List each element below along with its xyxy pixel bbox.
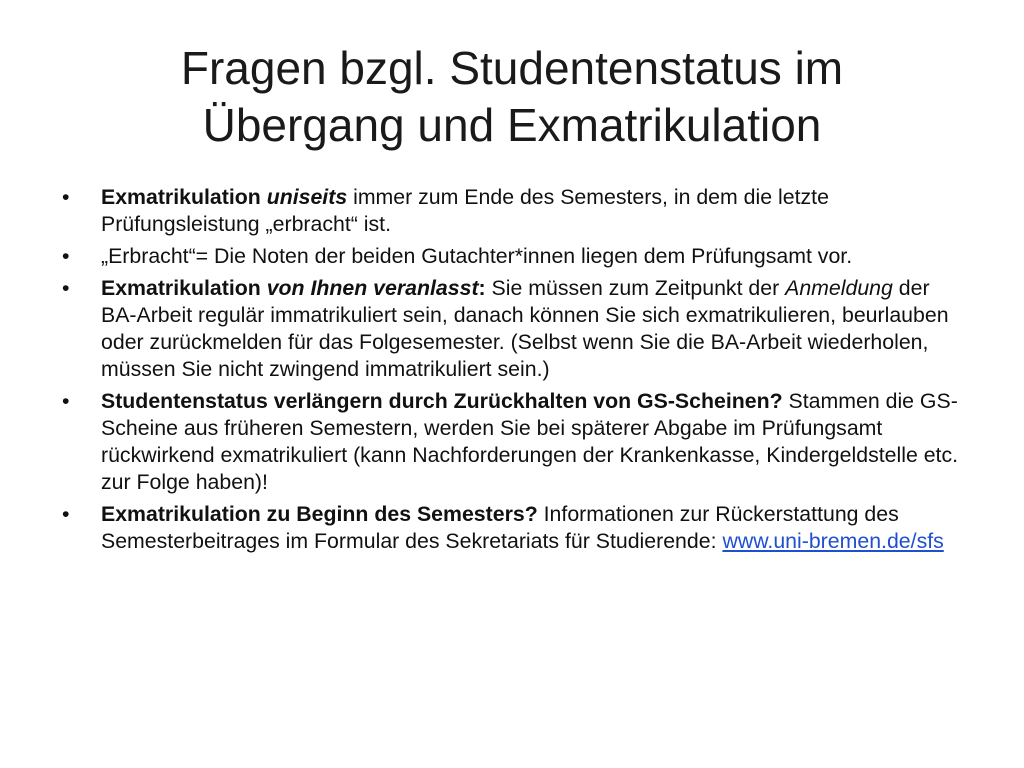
bullet-text: immer zum Ende des Semesters, in dem die letzte Prüfungsleistung „erbracht“ ist.	[101, 185, 829, 236]
bullet-item-exmatrikulation-uniseits	[62, 184, 962, 238]
bullet-marker: •	[62, 244, 70, 268]
bullet-text-a: Sie müssen zum Zeitpunkt der	[485, 276, 786, 300]
bullet-item-exmatrikulation-veranlasst	[62, 275, 962, 383]
bullet-lead-bold: Studentenstatus verlängern durch Zurückhalten von GS-Scheinen?	[101, 389, 783, 413]
bullet-lead-bold: Exmatrikulation	[101, 276, 267, 300]
bullet-lead-bold-end: :	[478, 276, 486, 300]
bullet-text: Informationen zur Rückerstattung des Semesterbeitrages im Formular des Sekretariats für Studierende:	[101, 502, 899, 553]
slide-title-line-2: Übergang und Exmatrikulation	[202, 99, 822, 151]
bullet-lead-bold-italic: von Ihnen veranlasst	[266, 276, 479, 300]
bullet-list	[62, 184, 962, 560]
bullet-text: „Erbracht“= Die Noten der beiden Gutachter*innen liegen dem Prüfungsamt vor.	[101, 244, 853, 268]
bullet-text-b: der BA-Arbeit regulär immatrikuliert sein, danach können Sie sich exmatrikulieren, beurlauben oder zurückmelden für das Folgesemester. (Selbst wenn Sie die BA-Arbeit wiederholen, müssen Sie nicht zwingend immatrikuliert sein.)	[101, 276, 949, 381]
slide-title	[60, 40, 964, 154]
bullet-marker: •	[62, 389, 70, 413]
bullet-lead-bold: Exmatrikulation zu Beginn des Semesters?	[101, 502, 538, 526]
bullet-item-exmatrikulation-beginn	[62, 501, 962, 555]
bullet-text-italic: Anmeldung	[785, 276, 893, 300]
slide-title-line-1: Fragen bzgl. Studentenstatus im	[180, 42, 844, 94]
bullet-lead-bold-italic: uniseits	[266, 185, 348, 209]
bullet-marker: •	[62, 185, 70, 209]
bullet-item-studentenstatus	[62, 388, 962, 496]
bullet-lead-bold: Exmatrikulation	[101, 185, 267, 209]
bullet-marker: •	[62, 276, 70, 300]
bullet-marker: •	[62, 502, 70, 526]
bullet-text: Stammen die GS-Scheine aus früheren Semestern, werden Sie bei späterer Abgabe im Prüfungsamt rückwirkend exmatrikuliert (kann Nachforderungen der Krankenkasse, Kindergeldstelle etc. zur Folge haben)!	[101, 389, 959, 494]
sfs-link[interactable]: www.uni-bremen.de/sfs	[722, 529, 944, 553]
bullet-item-erbracht	[62, 243, 962, 270]
